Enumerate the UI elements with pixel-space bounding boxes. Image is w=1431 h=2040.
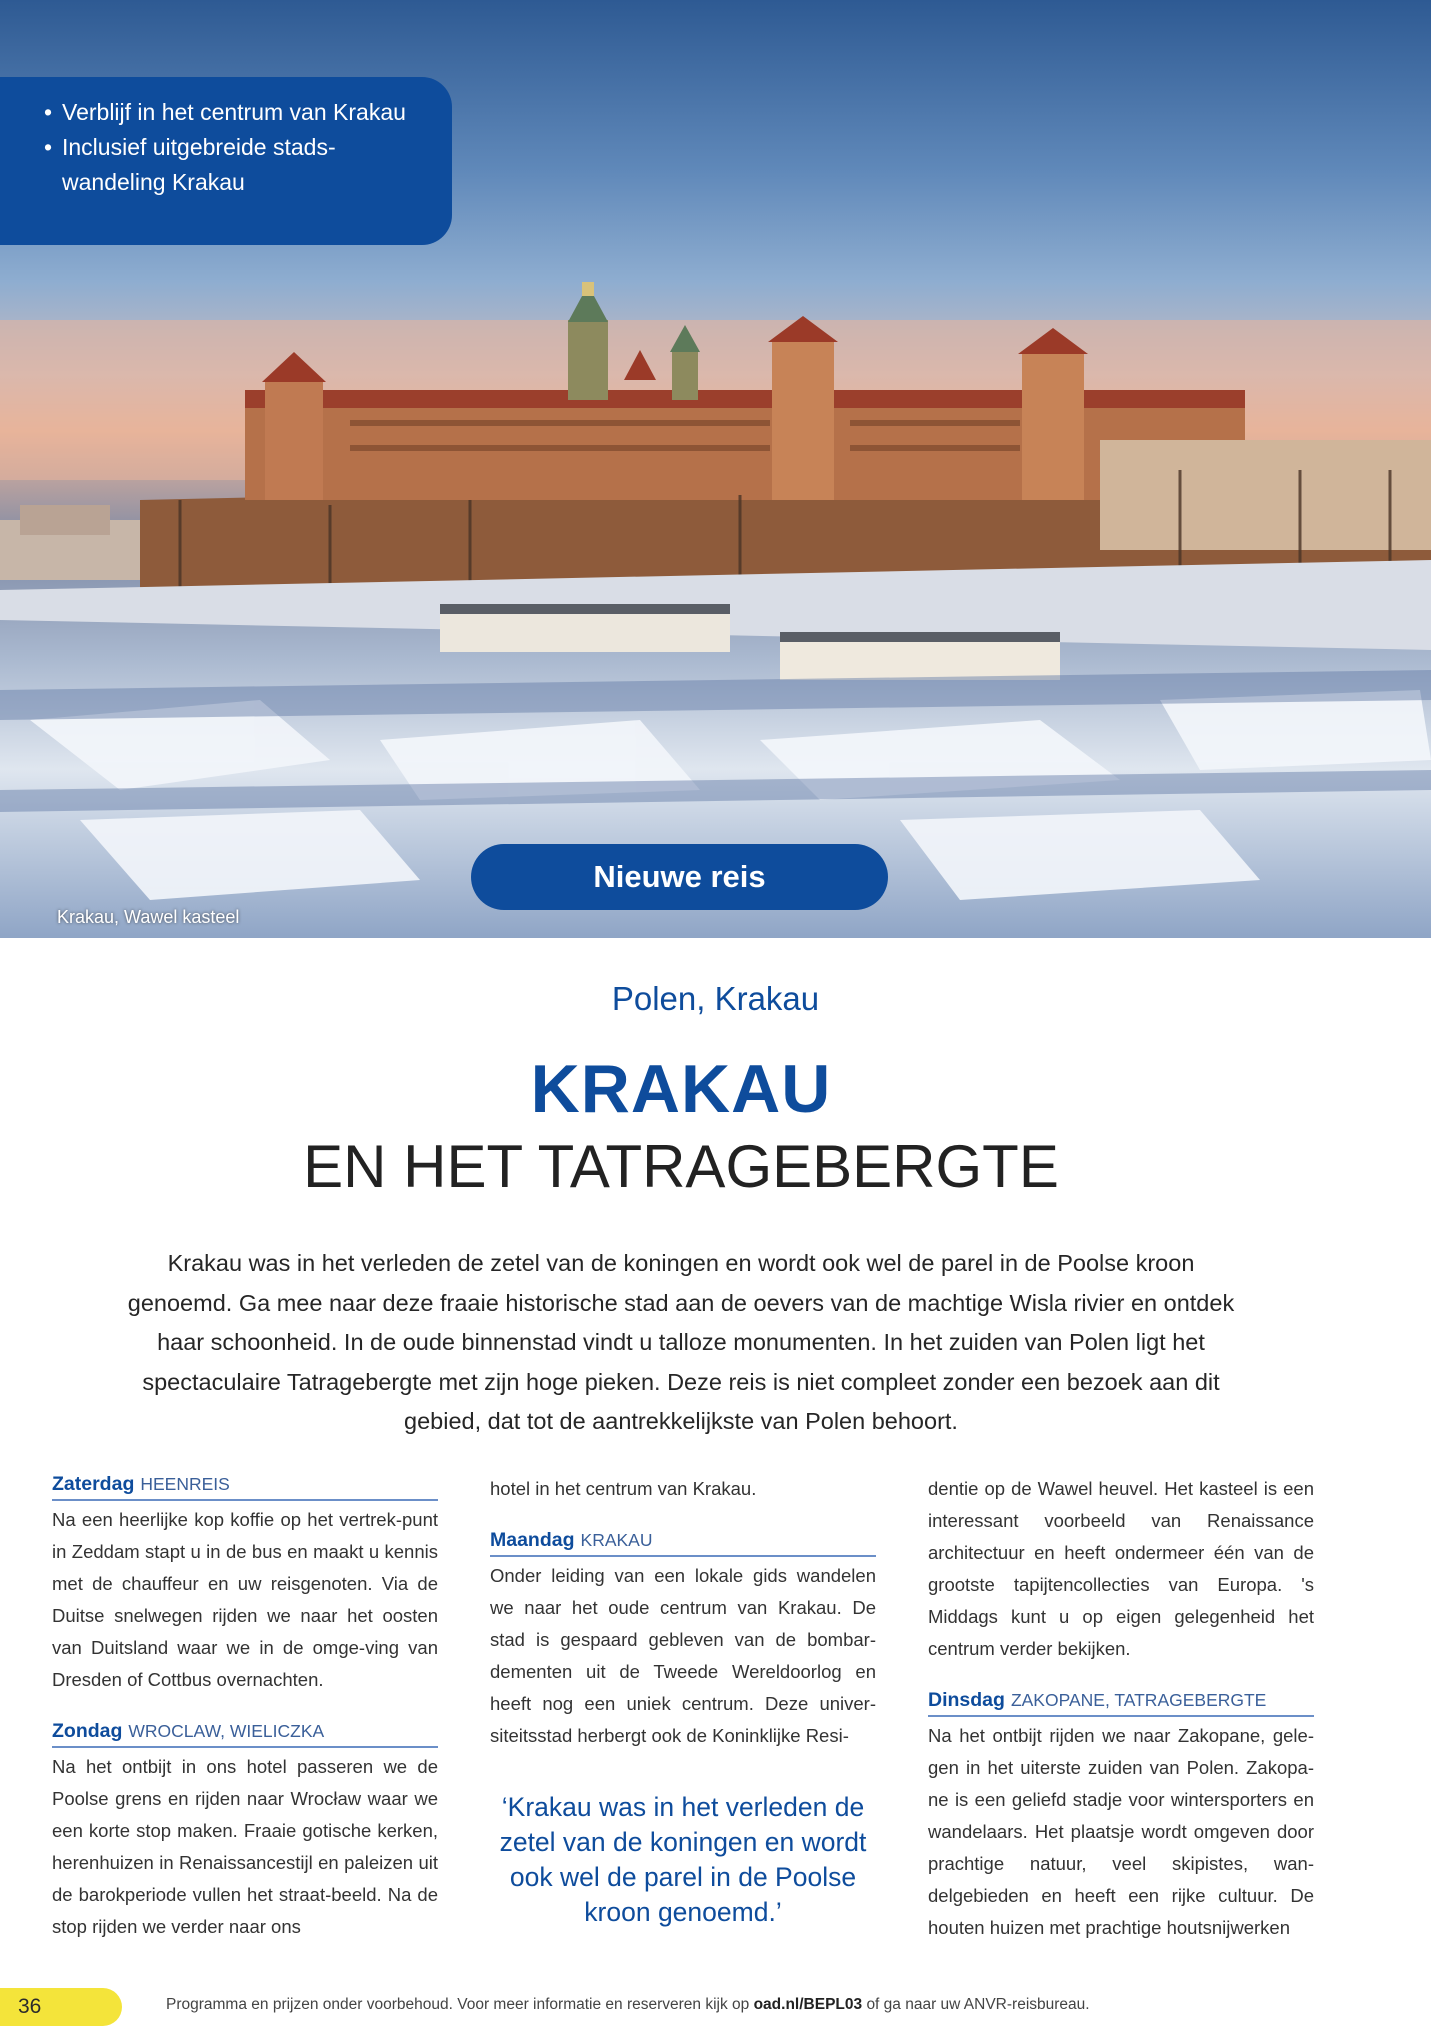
day-place: HEENREIS [140, 1474, 230, 1494]
pull-quote: ‘Krakau was in het verleden de zetel van de koningen en wordt ook wel de parel in de Poolse kroon genoemd.’ [499, 1792, 867, 1927]
itinerary-column-1 [52, 1473, 438, 1943]
itinerary-column-3 [928, 1473, 1314, 1944]
footer-link[interactable]: oad.nl/BEPL03 [753, 1996, 863, 2013]
day-text-saturday: Na een heerlijke kop koffie op het vertrek-punt in Zeddam stapt u in de bus en maakt u kennis met de chauffeur en uw reisgenoten. Via de Duitse snelwegen rijden we naar het oosten van Duitsland waar we in de omge-ving van Dresden of Cottbus overnachten. [52, 1509, 438, 1690]
day-text-monday: Onder leiding van een lokale gids wandelen we naar het oude centrum van Krakau. De stad is gespaard gebleven van de bombar-dementen uit de Tweede Wereldoorlog en heeft nog een uniek centrum. Deze univer-siteitsstad herbergt ook de Koninklijke Resi- [490, 1565, 876, 1746]
day-name: Zaterdag [52, 1473, 135, 1495]
highlight-item: • Inclusief uitgebreide stads- wandeling Krakau [44, 130, 432, 200]
footer-text-end: of ga naar uw ANVR-reisbureau. [866, 1996, 1090, 2013]
page-number: 36 [0, 1988, 122, 2026]
intro-paragraph: Krakau was in het verleden de zetel van de koningen en wordt ook wel de parel in de Poolse kroon genoemd. Ga mee naar deze fraaie historische stad aan de oevers van de machtige Wisla rivier en ontdek haar schoonheid. In de oude binnenstad vindt u talloze monumenten. In het zuiden van Polen ligt het spectaculaire Tatragebergte met zijn hoge pieken. Deze reis is niet compleet zonder een bezoek aan dit gebied, dat tot de aantrekkelijkste van Polen behoort. [127, 1250, 1235, 1434]
itinerary-column-2 [490, 1473, 876, 1930]
new-trip-badge: Nieuwe reis [471, 844, 888, 910]
day-place: KRAKAU [580, 1530, 653, 1550]
footer-text: Programma en prijzen onder voorbehoud. Voor meer informatie en reserveren kijk op [166, 1996, 750, 2013]
footer-note [166, 1996, 1090, 2014]
day-text-monday-continued: dentie op de Wawel heuvel. Het kasteel is een interessant voorbeeld van Renaissance architectuur en heeft ondermeer één van de grootste tapijtencollecties van Europa. 's Middags kunt u op eigen gelegenheid het centrum verder bekijken. [928, 1478, 1314, 1659]
page-subtitle: EN HET TATRAGEBERGTE [303, 1133, 1059, 1200]
page-title: KRAKAU [530, 1051, 832, 1127]
day-name: Maandag [490, 1529, 575, 1551]
day-place: ZAKOPANE, TATRAGEBERGTE [1010, 1690, 1267, 1710]
day-heading-sunday [52, 1720, 438, 1748]
region-label: Polen, Krakau [611, 980, 820, 1017]
day-heading-monday [490, 1529, 876, 1557]
highlight-item: • Verblijf in het centrum van Krakau [44, 95, 432, 130]
highlights-list [44, 95, 432, 200]
photo-caption: Krakau, Wawel kasteel [57, 907, 240, 927]
day-text-sunday: Na het ontbijt in ons hotel passeren we de Poolse grens en rijden naar Wrocław waar we een korte stop maken. Fraaie gotische kerken, herenhuizen in Renaissancestijl en paleizen uit de barokperiode vullen het straat-beeld. Na de stop rijden we verder naar ons [52, 1756, 438, 1937]
highlights-box [0, 77, 452, 245]
day-text-sunday-continued: hotel in het centrum van Krakau. [490, 1478, 757, 1499]
day-text-tuesday: Na het ontbijt rijden we naar Zakopane, gele-gen in het uiterste zuiden van Polen. Zakopa-ne is een geliefd stadje voor wintersporters en wandelaars. Het plaatsje wordt omgeven door prachtige natuur, veel skipistes, wan-delgebieden en heeft een rijke cultuur. De houten huizen met prachtige houtsnijwerken [928, 1725, 1314, 1938]
day-heading-tuesday [928, 1689, 1314, 1717]
day-name: Dinsdag [928, 1689, 1005, 1711]
hero-photo [0, 0, 1431, 938]
day-name: Zondag [52, 1720, 123, 1742]
day-place: WROCLAW, WIELICZKA [128, 1721, 325, 1741]
day-heading-saturday [52, 1473, 438, 1501]
